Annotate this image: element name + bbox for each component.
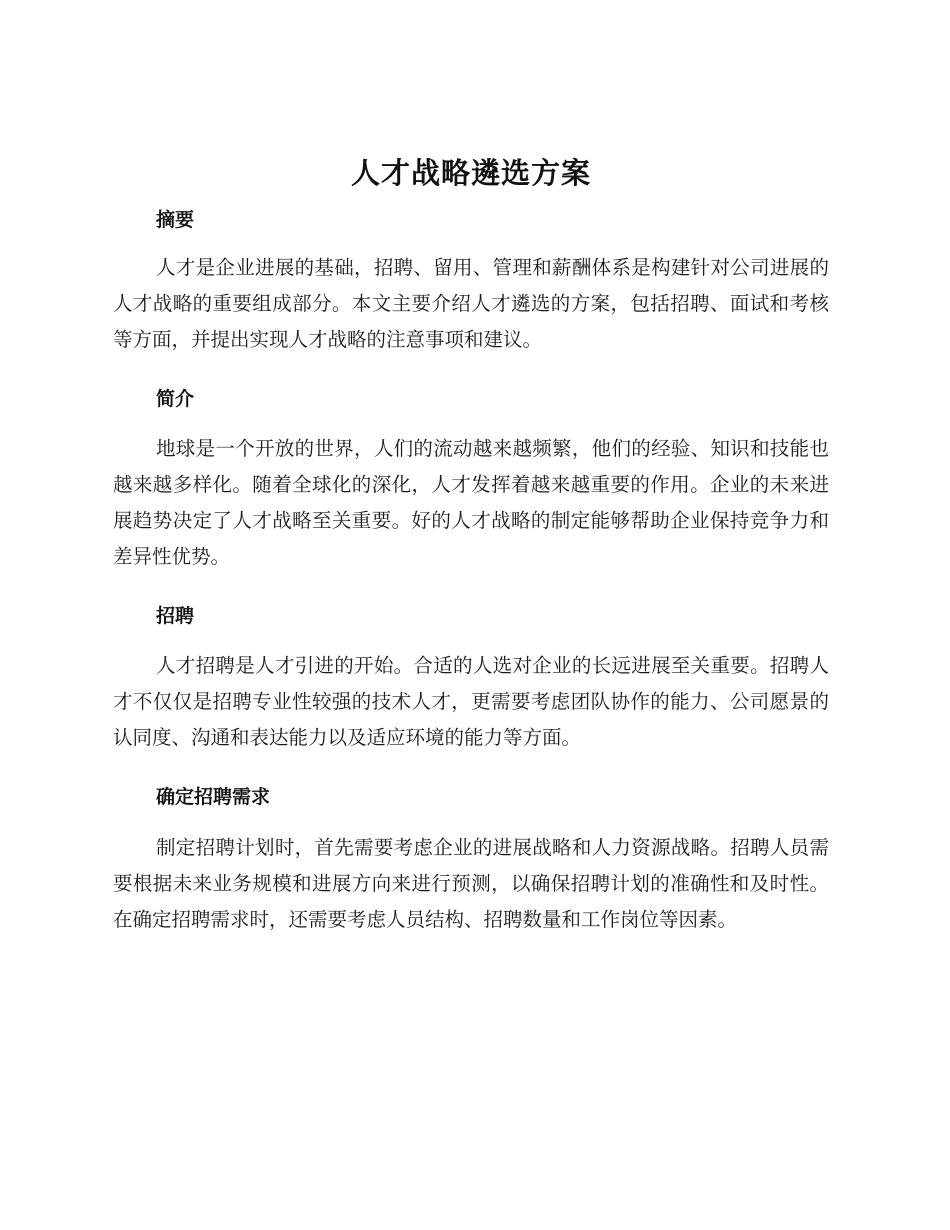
paragraph-introduction: 地球是一个开放的世界，人们的流动越来越频繁，他们的经验、知识和技能也越来越多样化。随着全球化的深化，人才发挥着越来越重要的作用。企业的未来进展趋势决定了人才战略至关重要。好的人才战略的制定能够帮助企业保持竞争力和差异性优势。 <box>113 437 829 568</box>
document-title: 人才战略遴选方案 <box>350 156 591 190</box>
section-heading-abstract: 摘要 <box>156 209 195 231</box>
paragraph-abstract: 人才是企业进展的基础，招聘、留用、管理和薪酬体系是构建针对公司进展的人才战略的重要组成部分。本文主要介绍人才遴选的方案，包括招聘、面试和考核等方面，并提出实现人才战略的注意事项和建议。 <box>113 256 829 351</box>
paragraph-recruitment: 人才招聘是人才引进的开始。合适的人选对企业的长远进展至关重要。招聘人才不仅仅是招聘专业性较强的技术人才，更需要考虑团队协作的能力、公司愿景的认同度、沟通和表达能力以及适应环境的能力等方面。 <box>113 654 829 749</box>
paragraph-recruitment-demand: 制定招聘计划时，首先需要考虑企业的进展战略和人力资源战略。招聘人员需要根据未来业务规模和进展方向来进行预测，以确保招聘计划的准确性和及时性。在确定招聘需求时，还需要考虑人员结构、招聘数量和工作岗位等因素。 <box>113 836 829 931</box>
section-heading-recruitment-demand: 确定招聘需求 <box>156 786 271 808</box>
section-heading-recruitment: 招聘 <box>156 605 195 627</box>
document-page <box>113 148 829 938</box>
section-heading-introduction: 简介 <box>156 388 195 410</box>
